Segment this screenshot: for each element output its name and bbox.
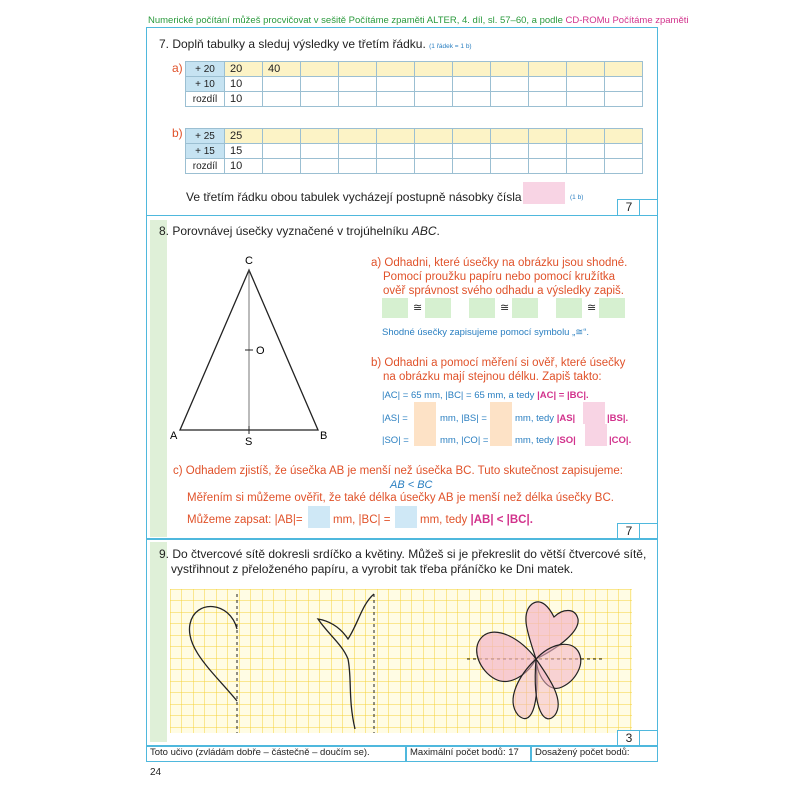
table-a: + 20 20 40 + 10 10 rozdíl 10 (185, 61, 643, 107)
task-c-line1: c) Odhadem zjistíš, že úsečka AB je menší než úsečka BC. Tuto skutečnost zapisujeme: (173, 465, 623, 477)
vertex-a-label: A (170, 430, 178, 442)
cong-box-2a[interactable] (469, 298, 495, 318)
b-line-tedy-2: mm, tedy |SO| (515, 435, 576, 446)
bc-answer-box[interactable] (395, 506, 417, 528)
multiples-answer-box[interactable] (523, 182, 565, 204)
task-c-line2: Měřením si můžeme ověřit, že také délka úsečky AB je menší než délka úsečky BC. (187, 492, 614, 504)
score-box-7-empty (639, 199, 657, 215)
vertex-b-label: B (320, 430, 328, 442)
score-box-7: 7 (617, 199, 640, 215)
table-a-label: a) (172, 61, 183, 75)
bs-bold-label: |BS|. (607, 413, 629, 424)
cong-box-3b[interactable] (599, 298, 625, 318)
task-c-line3: Můžeme zapsat: |AB|= (187, 514, 303, 526)
score-box-9: 3 (617, 730, 640, 746)
cong-symbol-1: ≅ (413, 302, 423, 314)
exercise-8-title: 8. Porovnávej úsečky vyznačené v trojúhelníku ABC. (159, 224, 440, 238)
cong-symbol-3: ≅ (587, 302, 597, 314)
b-line-tedy-1: mm, tedy |AS| (515, 413, 576, 424)
table-b-label: b) (172, 126, 183, 140)
vertex-c-label: C (245, 255, 253, 267)
task-b-text: b) Odhadni a pomocí měření si ověř, které úsečky na obrázku mají stejnou délku. Zapiš takto: (371, 357, 626, 383)
page-number: 24 (150, 767, 162, 778)
score-box-9-empty (639, 730, 657, 746)
multiples-sentence: Ve třetím řádku obou tabulek vycházejí postupně násobky čísla (186, 190, 522, 204)
score-box-8: 7 (617, 523, 640, 539)
b-example-line: |AC| = 65 mm, |BC| = 65 mm, a tedy |AC| = |BC|. (382, 390, 589, 401)
exercise-7-title: 7. Doplň tabulky a sleduj výsledky ve třetím řádku. (1 řádek = 1 b) (159, 37, 472, 51)
exercise-9-title: 9. Do čtvercové sítě dokresli srdíčko a květiny. Můžeš si je překreslit do větší čtvercové sítě, vystřihnout z přeloženého papíru, a vyrobit tak třeba přáníčko ke Dni matek. (159, 547, 647, 576)
task-c-formula: AB < BC (390, 479, 433, 491)
cong-box-3a[interactable] (556, 298, 582, 318)
ab-answer-box[interactable] (308, 506, 330, 528)
task-a-text: a) Odhadni, které úsečky na obrázku jsou shodné. Pomocí proužku papíru nebo pomocí kružítka ověř správnost svého odhadu a výsledky zapiš. (371, 257, 628, 297)
b-line-bs: mm, |BS| = (440, 413, 487, 424)
cong-box-1b[interactable] (425, 298, 451, 318)
footer-max-points: Maximální počet bodů: 17 (410, 747, 519, 758)
score-box-8-empty (639, 523, 657, 539)
bs-answer-box[interactable] (490, 402, 512, 424)
bottom-points-note: (1 b) (570, 194, 584, 201)
co-bold-label: |CO|. (609, 435, 632, 446)
cong-symbol-2: ≅ (500, 302, 510, 314)
b-line-as: |AS| = (382, 413, 408, 424)
b-line-co: mm, |CO| = (440, 435, 489, 446)
so-co-compare-box[interactable] (585, 424, 607, 446)
shodne-note: Shodné úsečky zapisujeme pomocí symbolu „≅“. (382, 327, 590, 338)
footer-divider-1 (405, 745, 407, 761)
so-answer-box[interactable] (414, 424, 436, 446)
co-answer-box[interactable] (490, 424, 512, 446)
footer-learning-note: Toto učivo (zvládám dobře – částečně – doučím se). (150, 747, 370, 758)
footer-divider-2 (530, 745, 532, 761)
as-answer-box[interactable] (414, 402, 436, 424)
triangle-figure (170, 252, 340, 452)
b-line-so: |SO| = (382, 435, 409, 446)
task-c-bc: mm, |BC| = (333, 514, 391, 526)
exercise-7-box (146, 27, 658, 216)
exercise-8-side-bar (150, 220, 167, 537)
point-s-label: S (245, 436, 253, 448)
footer-achieved-points: Dosažený počet bodů: (535, 747, 630, 758)
cong-box-2b[interactable] (512, 298, 538, 318)
as-bs-compare-box[interactable] (583, 402, 605, 424)
drawing-grid (170, 589, 632, 733)
header-note: Numerické počítání můžeš procvičovat v sešitě Počítáme zpaměti ALTER, 4. díl, sl. 57–60, a podle CD-ROMu Počítáme zpaměti (148, 15, 689, 26)
cong-box-1a[interactable] (382, 298, 408, 318)
table-b: + 25 25 + 15 15 rozdíl 10 (185, 128, 643, 174)
point-o-label: O (256, 345, 265, 357)
task-c-tedy: mm, tedy |AB| < |BC|. (420, 514, 533, 526)
